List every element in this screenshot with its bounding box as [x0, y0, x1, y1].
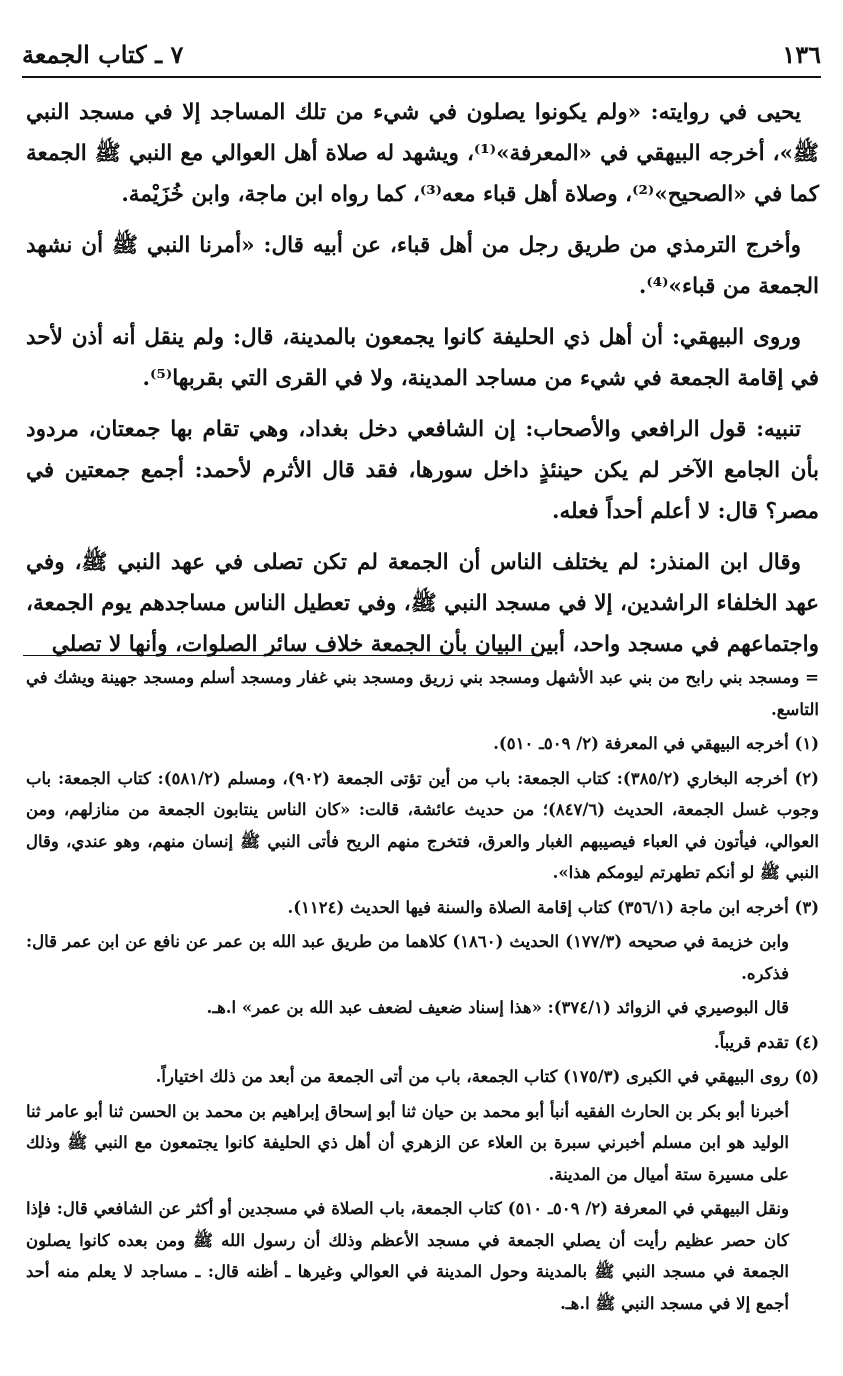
footnote-3-note: قال البوصيري في الزوائد (٣٧٤/١): «هذا إسناد ضعيف لضعف عبد الله بن عمر» ا.هـ.: [206, 998, 789, 1017]
footnote-2: (٢) أخرجه البخاري (٣٨٥/٢): كتاب الجمعة: باب من أين تؤتى الجمعة (٩٠٢)، ومسلم (٥٨١/٢): كتاب الجمعة: باب وجوب غسل الجمعة، الحديث (٨٤٧/٦)؛ من حديث عائشة، قالت: «كان الناس ينتابون الجمعة من منازلهم، ومن العوالي، فيأتون في العباء فيصيبهم الغبار والعرق، فتخرج منهم الريح فأتى النبي ﷺ إنسان منهم، وهو عندي، وقال النبي ﷺ لو أنكم تطهرتم ليومكم هذا».: [26, 768, 819, 882]
main-paragraph: وقال ابن المنذر: لم يختلف الناس أن الجمعة لم تكن تصلى في عهد النبي ﷺ، وفي عهد الخلفاء الراشدين، إلا في مسجد النبي ﷺ، وفي تعطيل الناس مساجدهم يوم الجمعة، واجتماعهم في مسجد واحد، أبين البيان بأن الجمعة خلاف سائر الصلوات، وأنها لا تصلي: [26, 550, 819, 657]
footnote-separator: [23, 655, 543, 656]
main-paragraph: وروى البيهقي: أن أهل ذي الحليفة كانوا يجمعون بالمدينة، قال: ولم ينقل أنه أذن لأحد في إقامة الجمعة في شيء من مساجد المدينة، ولا في القرى التي بقربها⁽⁵⁾.: [26, 325, 819, 391]
footnote-3: (٣) أخرجه ابن ماجة (٣٥٦/١) كتاب إقامة الصلاة والسنة فيها الحديث (١١٢٤).: [287, 897, 819, 917]
running-title: ٧ ـ كتاب الجمعة: [22, 39, 184, 69]
footnotes: [26, 662, 819, 1322]
footnote-3-detail: وابن خزيمة في صحيحه (١٧٧/٣) الحديث (١٨٦٠) كلاهما من طريق عبد الله بن عمر عن نافع عن ابن عمر قال: فذكره.: [26, 932, 789, 983]
page-header: [22, 34, 821, 74]
footnote-5-note: ونقل البيهقي في المعرفة (٢/ ٥٠٩ـ ٥١٠) كتاب الجمعة، باب الصلاة في مسجدين أو أكثر عن الشافعي قال: فإذا كان حصر عظيم رأيت أن يصلي الجمعة في مسجد الأعظم وذلك أن رسول الله ﷺ ومن بعده كانوا يصلون الجمعة في مسجد النبي ﷺ بالمدينة وحول المدينة في العوالي وغيرها ـ أظنه قال: ـ مساجد لا يعلم منه أحد أجمع إلا في مسجد النبي ﷺ ا.هـ.: [26, 1199, 789, 1313]
page-number: ١٣٦: [782, 39, 821, 69]
main-paragraph: وأخرج الترمذي من طريق رجل من أهل قباء، عن أبيه قال: «أمرنا النبي ﷺ أن نشهد الجمعة من قباء»⁽⁴⁾.: [26, 233, 819, 299]
footnote-continuation: = ومسجد بني رابح من بني عبد الأشهل ومسجد بني زريق ومسجد بني غفار ومسجد أسلم ومسجد جهينة ويشك في التاسع.: [26, 668, 819, 719]
footnote-5: (٥) روى البيهقي في الكبرى (١٧٥/٣) كتاب الجمعة، باب من أتى الجمعة من أبعد من ذلك اختياراً.: [155, 1067, 819, 1086]
main-paragraph: يحيى في روايته: «ولم يكونوا يصلون في شيء من تلك المساجد إلا في مسجد النبي ﷺ»، أخرجه البيهقي في «المعرفة»⁽¹⁾، ويشهد له صلاة أهل العوالي مع النبي ﷺ الجمعة كما في «الصحيح»⁽²⁾، وصلاة أهل قباء معه⁽³⁾، كما رواه ابن ماجة، وابن خُزَيْمة.: [26, 100, 819, 207]
main-paragraph: تنبيه: قول الرافعي والأصحاب: إن الشافعي دخل بغداد، وهي تقام بها جمعتان، مردود بأن الجامع الآخر لم يكن حينئذٍ داخل سورها، فقد قال الأثرم لأحمد: أجمع جمعتين في مصر؟ قال: لا أعلم أحداً فعله.: [26, 417, 819, 524]
footnote-4: (٤) تقدم قريباً.: [713, 1032, 819, 1052]
main-text: [26, 92, 819, 675]
header-rule: [22, 76, 821, 78]
footnote-1: (١) أخرجه البيهقي في المعرفة (٢/ ٥٠٩ـ ٥١٠).: [493, 734, 819, 753]
footnote-5-detail: أخبرنا أبو بكر بن الحارث الفقيه أنبأ أبو محمد بن حيان ثنا أبو إسحاق إبراهيم بن محمد بن الحسن ثنا أبو عامر ثنا الوليد هو ابن مسلم أخبرني سبرة بن العلاء عن الزهري أن أهل ذي الحليفة كانوا يجتمعون مع النبي ﷺ وذلك على مسيرة ستة أميال من المدينة.: [26, 1101, 789, 1184]
